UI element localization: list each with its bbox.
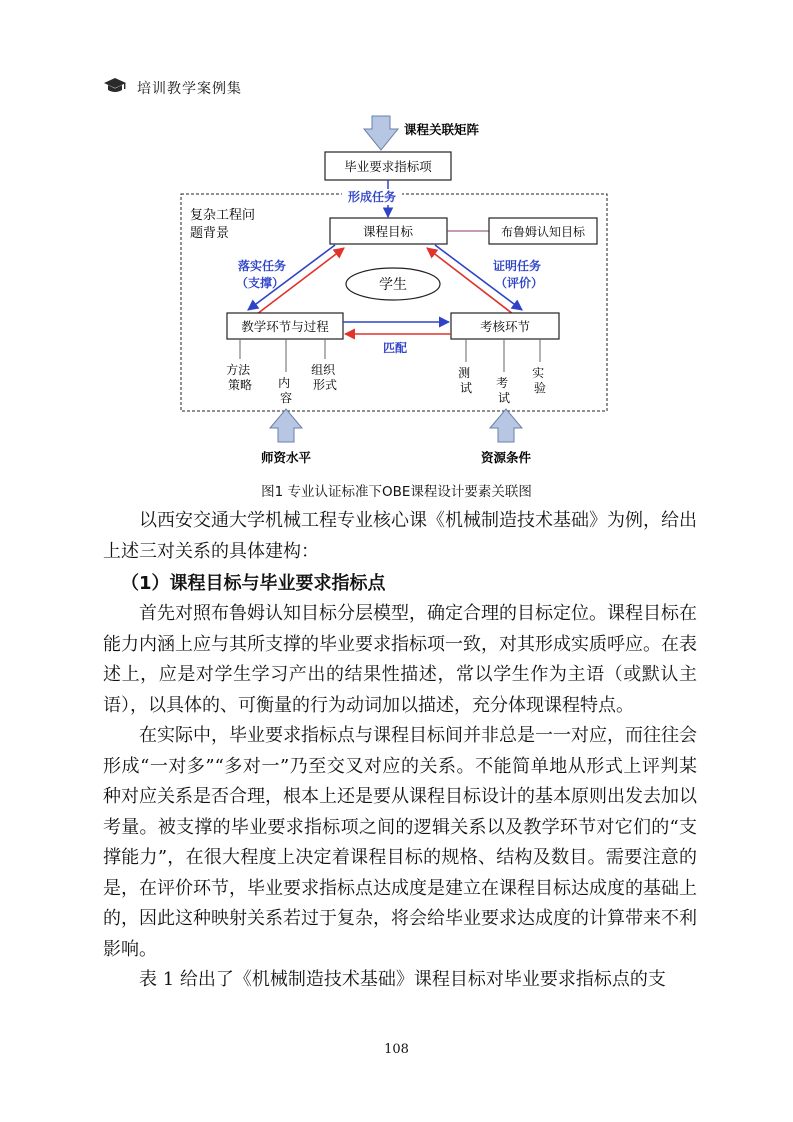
assessment-item-experiment bbox=[532, 366, 548, 395]
obe-diagram bbox=[150, 112, 620, 480]
paragraph-table-intro: 表 1 给出了《机械制造技术基础》课程目标对毕业要求指标点的支 bbox=[139, 969, 666, 990]
faculty-label: 师资水平 bbox=[260, 450, 312, 465]
right-task-line2: （评价） bbox=[494, 276, 544, 290]
paragraph-intro: 以西安交通大学机械工程专业核心课《机械制造技术基础》为例，给出上述三对关系的具体建构： bbox=[103, 510, 697, 562]
figure-caption: 图1 专业认证标准下OBE课程设计要素关联图 bbox=[261, 484, 532, 500]
faculty-arrow bbox=[270, 409, 302, 442]
teaching-item-organization-l1: 组织 bbox=[311, 363, 336, 377]
form-task-label: 形成任务 bbox=[347, 190, 397, 204]
teaching-item-organization-l2: 形式 bbox=[312, 378, 338, 392]
assessment-item-experiment-l2: 验 bbox=[533, 381, 547, 395]
assessment-item-experiment-l1: 实 bbox=[532, 366, 545, 380]
assessment-item-test-l1: 测 bbox=[458, 366, 471, 380]
teaching-item-organization bbox=[311, 363, 339, 392]
graduation-cap-icon bbox=[103, 77, 127, 99]
right-task-line1: 证明任务 bbox=[492, 259, 542, 273]
assessment-item-test bbox=[458, 366, 474, 395]
left-task-line1: 落实任务 bbox=[237, 259, 287, 273]
teaching-item-method-l2: 策略 bbox=[227, 378, 253, 392]
resource-label: 资源条件 bbox=[480, 450, 532, 465]
body-text bbox=[103, 506, 697, 996]
background-label-line2: 题背景 bbox=[190, 226, 230, 241]
assessment-item-exam bbox=[496, 375, 512, 405]
paragraph-mapping: 在实际中，毕业要求指标点与课程目标间并非总是一一对应，而往往会形成“一对多”“多对一”乃至交叉对应的关系。不能简单地从形式上评判某种对应关系是否合理，根本上还是要从课程目标设计的基本原则出发去加以考量。被支撑的毕业要求指标项之间的逻辑关系以及教学环节对它们的“支撑能力”，在很大程度上决定着课程目标的规格、结构及数目。需要注意的是，在评价环节，毕业要求指标点达成度是建立在课程目标达成度的基础上的，因此这种映射关系若过于复杂，将会给毕业要求达成度的计算带来不利影响。 bbox=[103, 725, 697, 960]
resource-arrow bbox=[490, 409, 522, 442]
bloom-label: 布鲁姆认知目标 bbox=[500, 225, 586, 239]
teaching-item-content bbox=[278, 375, 294, 405]
header-title: 培训教学案例集 bbox=[137, 81, 242, 97]
match-label: 匹配 bbox=[382, 341, 408, 355]
top-input-arrow bbox=[364, 116, 398, 150]
left-task-line2: （支撑） bbox=[235, 276, 285, 290]
running-header bbox=[103, 76, 242, 100]
course-goal-label: 课程目标 bbox=[362, 224, 414, 239]
teaching-item-method-l1: 方法 bbox=[226, 363, 251, 377]
paragraph-bloom: 首先对照布鲁姆认知目标分层模型，确定合理的目标定位。课程目标在能力内涵上应与其所支撑的毕业要求指标项一致，对其形成实质呼应。在表述上，应是对学生学习产出的结果性描述，常以学生作为主语（或默认主语），以具体的、可衡量的行为动词加以描述，充分体现课程特点。 bbox=[103, 603, 697, 716]
graduation-requirement-label: 毕业要求指标项 bbox=[344, 159, 432, 174]
assessment-label: 考核环节 bbox=[479, 319, 531, 334]
section-heading: （1）课程目标与毕业要求指标点 bbox=[121, 573, 386, 594]
assessment-item-exam-l1: 考 bbox=[496, 376, 509, 390]
page-number: 108 bbox=[384, 1042, 409, 1057]
teaching-item-content-l1: 内 bbox=[278, 376, 291, 390]
student-label: 学生 bbox=[379, 277, 407, 293]
teaching-item-content-l2: 容 bbox=[279, 391, 293, 405]
assessment-item-exam-l2: 试 bbox=[497, 391, 511, 405]
teaching-item-method bbox=[226, 362, 254, 392]
teaching-process-label: 教学环节与过程 bbox=[241, 319, 329, 334]
assessment-item-test-l2: 试 bbox=[459, 381, 473, 395]
background-label-line1: 复杂工程问 bbox=[190, 208, 256, 223]
top-input-label: 课程关联矩阵 bbox=[404, 122, 480, 137]
